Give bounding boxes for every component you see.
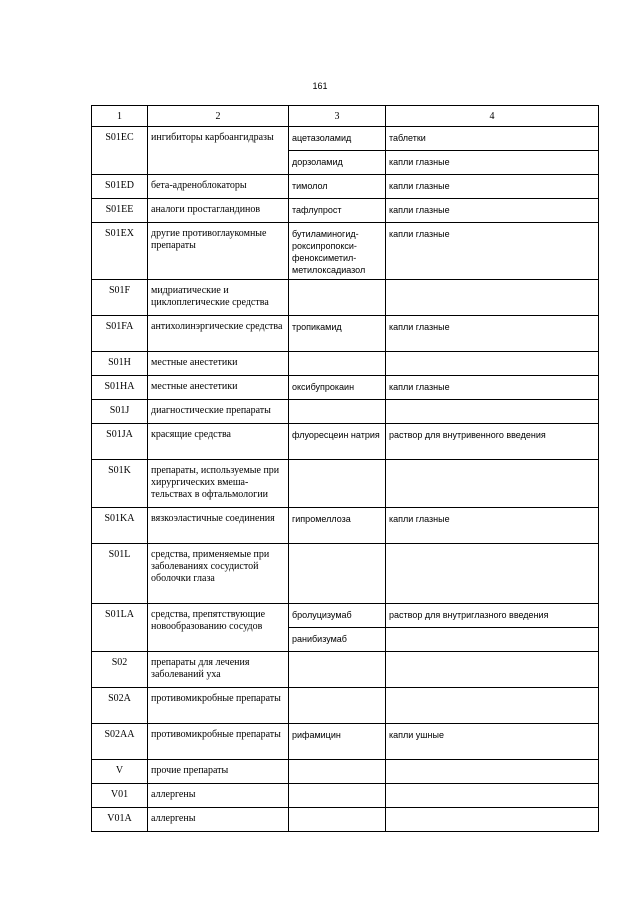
- table-row: [92, 652, 599, 688]
- substance-cell: тропикамид: [289, 316, 386, 352]
- dosage-form-cell: раствор для внутривенного введения: [386, 424, 599, 460]
- dosage-form-cell: капли глазные: [386, 376, 599, 400]
- atc-code-cell: S02AA: [92, 724, 148, 760]
- atc-code-cell: S01KA: [92, 508, 148, 544]
- dosage-form-cell: капли глазные: [386, 316, 599, 352]
- dosage-form-cell: [386, 400, 599, 424]
- group-name-cell: ингибиторы карбоангидразы: [148, 127, 289, 175]
- atc-code-cell: S01H: [92, 352, 148, 376]
- group-name-cell: местные анестетики: [148, 352, 289, 376]
- table-row: [92, 544, 599, 604]
- atc-code-cell: S01J: [92, 400, 148, 424]
- substance-cell: [289, 808, 386, 832]
- dosage-form-cell: капли ушные: [386, 724, 599, 760]
- substance-cell: оксибупрокаин: [289, 376, 386, 400]
- atc-code-cell: S01ED: [92, 175, 148, 199]
- column-header: 3: [289, 106, 386, 127]
- substance-cell: [289, 784, 386, 808]
- substance-cell: [289, 280, 386, 316]
- atc-code-cell: S02A: [92, 688, 148, 724]
- group-name-cell: препараты для лечения заболеваний уха: [148, 652, 289, 688]
- table-row: [92, 424, 599, 460]
- dosage-form-cell: капли глазные: [386, 175, 599, 199]
- group-name-cell: средства, применяемые при заболеваниях сосудистой оболочки глаза: [148, 544, 289, 604]
- column-header: 1: [92, 106, 148, 127]
- atc-code-cell: V01A: [92, 808, 148, 832]
- substance-cell: тимолол: [289, 175, 386, 199]
- dosage-form-cell: капли глазные: [386, 151, 599, 175]
- dosage-form-cell: [386, 280, 599, 316]
- column-header: 2: [148, 106, 289, 127]
- table-row: [92, 808, 599, 832]
- dosage-form-cell: [386, 688, 599, 724]
- page-number: 161: [312, 81, 328, 91]
- atc-code-cell: V: [92, 760, 148, 784]
- dosage-form-cell: таблетки: [386, 127, 599, 151]
- substance-cell: ранибизумаб: [289, 628, 386, 652]
- substance-cell: [289, 400, 386, 424]
- substance-cell: тафлупрост: [289, 199, 386, 223]
- atc-code-cell: S01FA: [92, 316, 148, 352]
- dosage-form-cell: [386, 544, 599, 604]
- atc-code-cell: S01EE: [92, 199, 148, 223]
- group-name-cell: другие противоглаукомные препараты: [148, 223, 289, 280]
- dosage-form-cell: капли глазные: [386, 223, 599, 280]
- group-name-cell: аналоги простагландинов: [148, 199, 289, 223]
- dosage-form-cell: [386, 784, 599, 808]
- dosage-form-cell: [386, 760, 599, 784]
- atc-code-cell: S02: [92, 652, 148, 688]
- substance-cell: [289, 760, 386, 784]
- group-name-cell: антихолинэргические средства: [148, 316, 289, 352]
- substance-cell: рифамицин: [289, 724, 386, 760]
- table-row: [92, 604, 599, 628]
- atc-code-cell: S01EC: [92, 127, 148, 175]
- table-row: [92, 784, 599, 808]
- substance-cell: [289, 652, 386, 688]
- table-row: [92, 508, 599, 544]
- group-name-cell: бета-адреноблокаторы: [148, 175, 289, 199]
- atc-code-cell: V01: [92, 784, 148, 808]
- dosage-form-cell: [386, 808, 599, 832]
- table-row: [92, 376, 599, 400]
- group-name-cell: аллергены: [148, 784, 289, 808]
- table-row: [92, 223, 599, 280]
- dosage-form-cell: раствор для внутриглазного введения: [386, 604, 599, 628]
- table-row: [92, 199, 599, 223]
- group-name-cell: препараты, используемые при хирургических вмеша-тельствах в офтальмологии: [148, 460, 289, 508]
- header-row: [92, 106, 599, 127]
- group-name-cell: противомикробные препараты: [148, 688, 289, 724]
- column-header: 4: [386, 106, 599, 127]
- substance-cell: флуоресцеин натрия: [289, 424, 386, 460]
- substance-cell: [289, 544, 386, 604]
- table-row: [92, 460, 599, 508]
- dosage-form-cell: [386, 352, 599, 376]
- group-name-cell: аллергены: [148, 808, 289, 832]
- substance-cell: гипромеллоза: [289, 508, 386, 544]
- substance-cell: бутиламиногид-роксипропокси-феноксиметил-метилоксадиазол: [289, 223, 386, 280]
- substance-cell: [289, 352, 386, 376]
- atc-code-cell: S01L: [92, 544, 148, 604]
- table-row: [92, 316, 599, 352]
- substance-cell: [289, 688, 386, 724]
- atc-code-cell: S01LA: [92, 604, 148, 652]
- table-row: [92, 175, 599, 199]
- group-name-cell: противомикробные препараты: [148, 724, 289, 760]
- atc-code-cell: S01K: [92, 460, 148, 508]
- drug-table: [91, 105, 599, 832]
- group-name-cell: красящие средства: [148, 424, 289, 460]
- substance-cell: бролуцизумаб: [289, 604, 386, 628]
- dosage-form-cell: капли глазные: [386, 199, 599, 223]
- table-row: [92, 688, 599, 724]
- atc-code-cell: S01F: [92, 280, 148, 316]
- substance-cell: ацетазоламид: [289, 127, 386, 151]
- substance-cell: дорзоламид: [289, 151, 386, 175]
- table-row: [92, 400, 599, 424]
- group-name-cell: диагностические препараты: [148, 400, 289, 424]
- table-row: [92, 280, 599, 316]
- dosage-form-cell: [386, 628, 599, 652]
- table-row: [92, 724, 599, 760]
- atc-code-cell: S01EX: [92, 223, 148, 280]
- dosage-form-cell: капли глазные: [386, 508, 599, 544]
- dosage-form-cell: [386, 652, 599, 688]
- dosage-form-cell: [386, 460, 599, 508]
- group-name-cell: прочие препараты: [148, 760, 289, 784]
- table-row: [92, 352, 599, 376]
- atc-code-cell: S01HA: [92, 376, 148, 400]
- substance-cell: [289, 460, 386, 508]
- group-name-cell: вязкоэластичные соединения: [148, 508, 289, 544]
- group-name-cell: местные анестетики: [148, 376, 289, 400]
- atc-code-cell: S01JA: [92, 424, 148, 460]
- group-name-cell: средства, препятствующие новообразованию сосудов: [148, 604, 289, 652]
- table-row: [92, 760, 599, 784]
- table-row: [92, 127, 599, 151]
- group-name-cell: мидриатические и циклоплегические средства: [148, 280, 289, 316]
